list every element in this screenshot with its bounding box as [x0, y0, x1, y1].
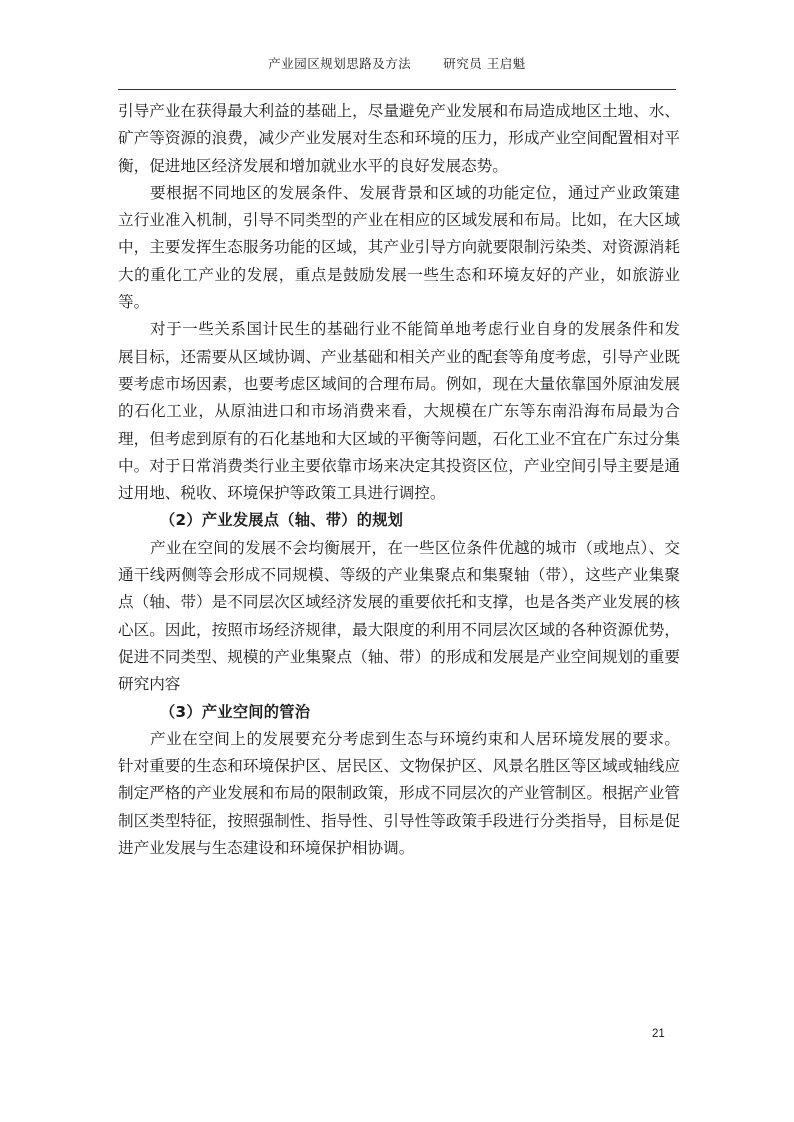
paragraph: 对于一些关系国计民生的基础行业不能简单地考虑行业自身的发展条件和发展目标，还需要从区域协调、产业基础和相关产业的配套等角度考虑，引导产业既要考虑市场因素，也要考虑区域间的合理布局。例如，现在大量依靠国外原油发展的石化工业，从原油进口和市场消费来看，大规模在广东等东南沿海布局最为合理，但考虑到原有的石化基地和大区域的平衡等问题，石化工业不宜在广东过分集中。对于日常消费类行业主要依靠市场来决定其投资区位，产业空间引导主要是通过用地、税收、环境保护等政策工具进行调控。 [118, 320, 680, 503]
paragraph: 产业在空间的发展不会均衡展开，在一些区位条件优越的城市（或地点）、交通干线两侧等会形成不同规模、等级的产业集聚点和集聚轴（带），这些产业集聚点（轴、带）是不同层次区域经济发展的重要依托和支撑，也是各类产业发展的核心区。因此，按照市场经济规律，最大限度的利用不同层次区域的各种资源优势，促进不同类型、规模的产业集聚点（轴、带）的形成和发展是产业空间规划的重要研究内容 [118, 538, 680, 694]
paragraph: 要根据不同地区的发展条件、发展背景和区域的功能定位，通过产业政策建立行业准入机制，引导不同类型的产业在相应的区域发展和布局。比如，在大区域中，主要发挥生态服务功能的区域，其产业引导方向就要限制污染类、对资源消耗大的重化工产业的发展，重点是鼓励发展一些生态和环境友好的产业，如旅游业等。 [118, 183, 680, 312]
running-header [118, 54, 676, 74]
header-author: 研究员 王启魁 [443, 56, 526, 71]
page-number: 21 [652, 1028, 665, 1040]
document-body [118, 98, 680, 862]
paragraph: 产业在空间上的发展要充分考虑到生态与环境约束和人居环境发展的要求。针对重要的生态和环境保护区、居民区、文物保护区、风景名胜区等区域或轴线应制定严格的产业发展和布局的限制政策，形成不同层次的产业管制区。根据产业管制区类型特征，按照强制性、指导性、引导性等政策手段进行分类指导，目标是促进产业发展与生态建设和环境保护相协调。 [118, 729, 680, 858]
section-heading-2: （2）产业发展点（轴、带）的规划 [160, 511, 404, 530]
header-title: 产业园区规划思路及方法 [268, 56, 412, 71]
section-heading-3: （3）产业空间的管治 [160, 702, 311, 721]
header-divider [118, 89, 676, 90]
paragraph-continued: 引导产业在获得最大利益的基础上，尽量避免产业发展和布局造成地区土地、水、矿产等资源的浪费，减少产业发展对生态和环境的压力，形成产业空间配置相对平衡，促进地区经济发展和增加就业水平的良好发展态势。 [118, 102, 680, 175]
